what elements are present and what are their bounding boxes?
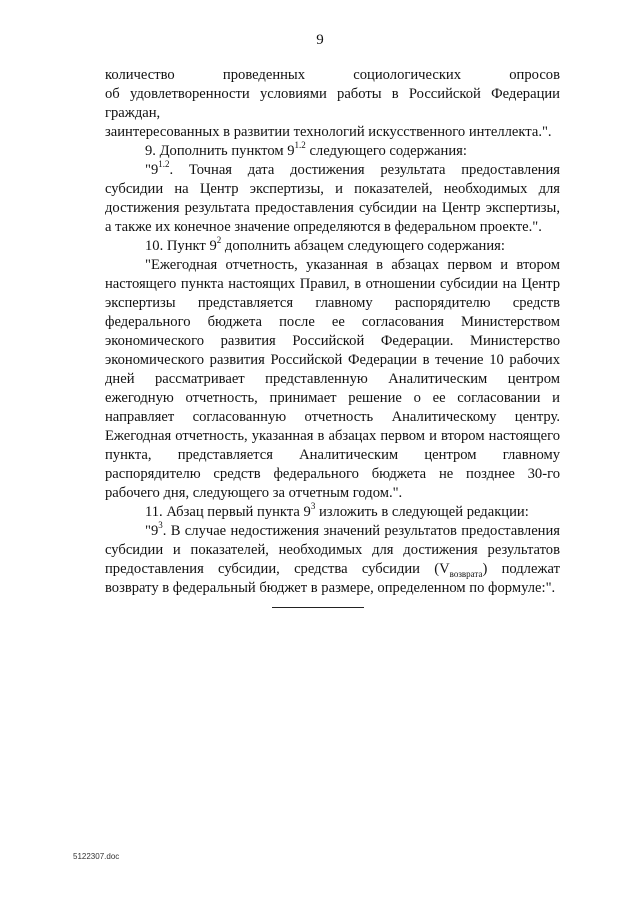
- quote-text: . В случае недостижения значений результатов предоставления субсидии и показателей, необходимых для достижения результатов предоставления субсидии, средства субсидии (V: [105, 523, 560, 577]
- item-11-text: 11. Абзац первый пункта 9: [145, 504, 311, 520]
- quote-item-10: "Ежегодная отчетность, указанная в абзацах первом и втором настоящего пункта настоящих Правил, в отношении субсидии на Центр экспертизы представляется главному распорядителю средств федерального бюджета после ее согласования Министерством экономического развития Российской Федерации. Министерство экономического развития Российской Федерации в течение 10 рабочих дней рассматривает представленную Аналитическим центром ежегодную отчетность, принимает решение о ее согласовании и направляет согласованную отчетность Аналитическому центру. Ежегодная отчетность, указанная в абзацах первом и втором настоящего пункта, представляется Аналитическим центром главному распорядителю средств федерального бюджета не позднее 30-го рабочего дня, следующего за отчетным годом.".: [105, 257, 560, 501]
- subscript: возврата: [449, 568, 483, 579]
- superscript: 1.2: [294, 140, 306, 151]
- quote-text: "9: [145, 523, 159, 539]
- superscript: 1.2: [158, 159, 170, 170]
- paragraph-item-11: [105, 503, 560, 522]
- footer-file-code: 5122307.doc: [73, 852, 120, 861]
- quote-9-1-2: [105, 161, 560, 237]
- item-9-text: следующего содержания:: [305, 143, 467, 159]
- superscript: 3: [310, 501, 316, 512]
- superscript: 3: [158, 520, 163, 531]
- quote-text: ) подлежат возврату в федеральный бюджет в размере, определенном по формуле:".: [105, 561, 560, 596]
- end-divider: [272, 607, 364, 608]
- paragraph-line: об удовлетворенности условиями работы в Российской Федерации граждан,: [105, 86, 560, 121]
- quote-text: "9: [145, 162, 159, 178]
- item-11-text: изложить в следующей редакции:: [315, 504, 529, 520]
- paragraph-item-10: [105, 237, 560, 256]
- paragraph-item-9: [105, 142, 560, 161]
- quote-text: . Точная дата достижения результата предоставления субсидии на Центр экспертизы, и показателей, необходимых для достижения результата предоставления субсидии на Центр экспертизы, а также их конечное значение определяются в федеральном проекте.".: [105, 162, 560, 235]
- paragraph-line: заинтересованных в развитии технологий искусственного интеллекта.".: [105, 124, 552, 140]
- item-9-text: 9. Дополнить пунктом 9: [145, 143, 295, 159]
- item-10-text: дополнить абзацем следующего содержания:: [221, 238, 505, 254]
- paragraph-line: количество проведенных социологических опросов: [105, 67, 560, 83]
- item-10-text: 10. Пункт 9: [145, 238, 217, 254]
- body-text: [105, 66, 560, 598]
- page-number: 9: [316, 32, 324, 48]
- superscript: 2: [216, 235, 222, 246]
- quote-9-3: [105, 522, 560, 598]
